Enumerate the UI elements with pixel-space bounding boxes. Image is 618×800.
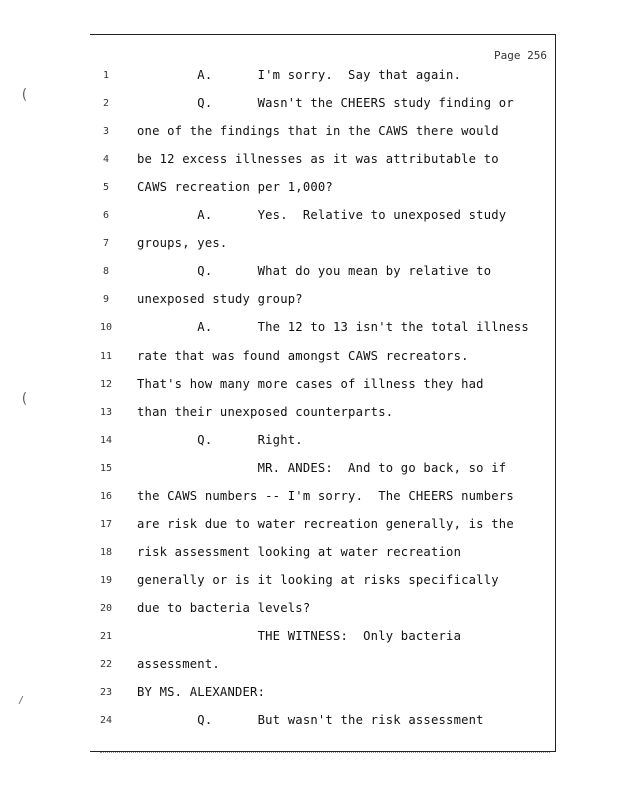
line-number: 9	[102, 294, 110, 306]
transcript-line: rate that was found amongst CAWS recreators.	[137, 348, 469, 363]
hole-punch-mark: (	[20, 87, 29, 103]
line-number: 11	[99, 350, 113, 362]
line-number: 10	[99, 322, 113, 334]
transcript-line: CAWS recreation per 1,000?	[137, 180, 333, 195]
line-number: 14	[99, 434, 113, 446]
transcript-line: MR. ANDES: And to go back, so if	[137, 460, 507, 475]
line-number: 16	[99, 490, 113, 502]
bottom-rule	[100, 752, 550, 753]
hole-punch-mark: /	[18, 695, 25, 706]
transcript-line: are risk due to water recreation generally, is the	[137, 516, 514, 531]
transcript-page	[90, 34, 556, 752]
transcript-line: That's how many more cases of illness they had	[137, 376, 484, 391]
transcript-line: risk assessment looking at water recreation	[137, 544, 462, 559]
line-number: 6	[102, 210, 110, 222]
transcript-line: Q. But wasn't the risk assessment	[137, 713, 484, 728]
line-number: 8	[102, 266, 110, 278]
transcript-line: groups, yes.	[137, 236, 228, 251]
transcript-line: A. The 12 to 13 isn't the total illness	[137, 320, 529, 335]
line-number: 7	[102, 238, 110, 250]
transcript-line: unexposed study group?	[137, 292, 303, 307]
line-number: 19	[99, 574, 113, 586]
line-number: 3	[102, 126, 110, 138]
line-number: 20	[99, 602, 113, 614]
transcript-line: be 12 excess illnesses as it was attributable to	[137, 152, 499, 167]
line-number: 15	[99, 462, 113, 474]
transcript-line: THE WITNESS: Only bacteria	[137, 629, 462, 643]
line-number: 12	[99, 378, 113, 390]
line-number: 4	[102, 154, 110, 166]
line-number: 2	[102, 98, 110, 110]
transcript-line: generally or is it looking at risks specifically	[137, 572, 499, 587]
line-number: 21	[99, 631, 113, 642]
line-number: 23	[99, 687, 113, 699]
line-number: 1	[102, 70, 110, 81]
transcript-line: Q. What do you mean by relative to	[137, 264, 492, 279]
transcript-line: assessment.	[137, 657, 220, 672]
transcript-line: one of the findings that in the CAWS there would	[137, 124, 499, 139]
line-number: 13	[99, 406, 113, 418]
transcript-line: Q. Right.	[137, 432, 303, 447]
transcript-line: due to bacteria levels?	[137, 600, 311, 615]
line-number: 5	[102, 182, 110, 194]
transcript-line: A. Yes. Relative to unexposed study	[137, 208, 507, 223]
page-number: Page 256	[494, 49, 547, 62]
transcript-line: the CAWS numbers -- I'm sorry. The CHEERS numbers	[137, 488, 514, 503]
transcript-line: BY MS. ALEXANDER:	[137, 685, 266, 700]
transcript-line: than their unexposed counterparts.	[137, 404, 394, 419]
hole-punch-mark: (	[20, 391, 29, 407]
line-number: 24	[99, 715, 113, 727]
line-number: 22	[99, 659, 113, 671]
line-number: 17	[99, 518, 113, 530]
transcript-line: A. I'm sorry. Say that again.	[137, 68, 462, 82]
line-number: 18	[99, 546, 113, 558]
transcript-line: Q. Wasn't the CHEERS study finding or	[137, 96, 514, 111]
